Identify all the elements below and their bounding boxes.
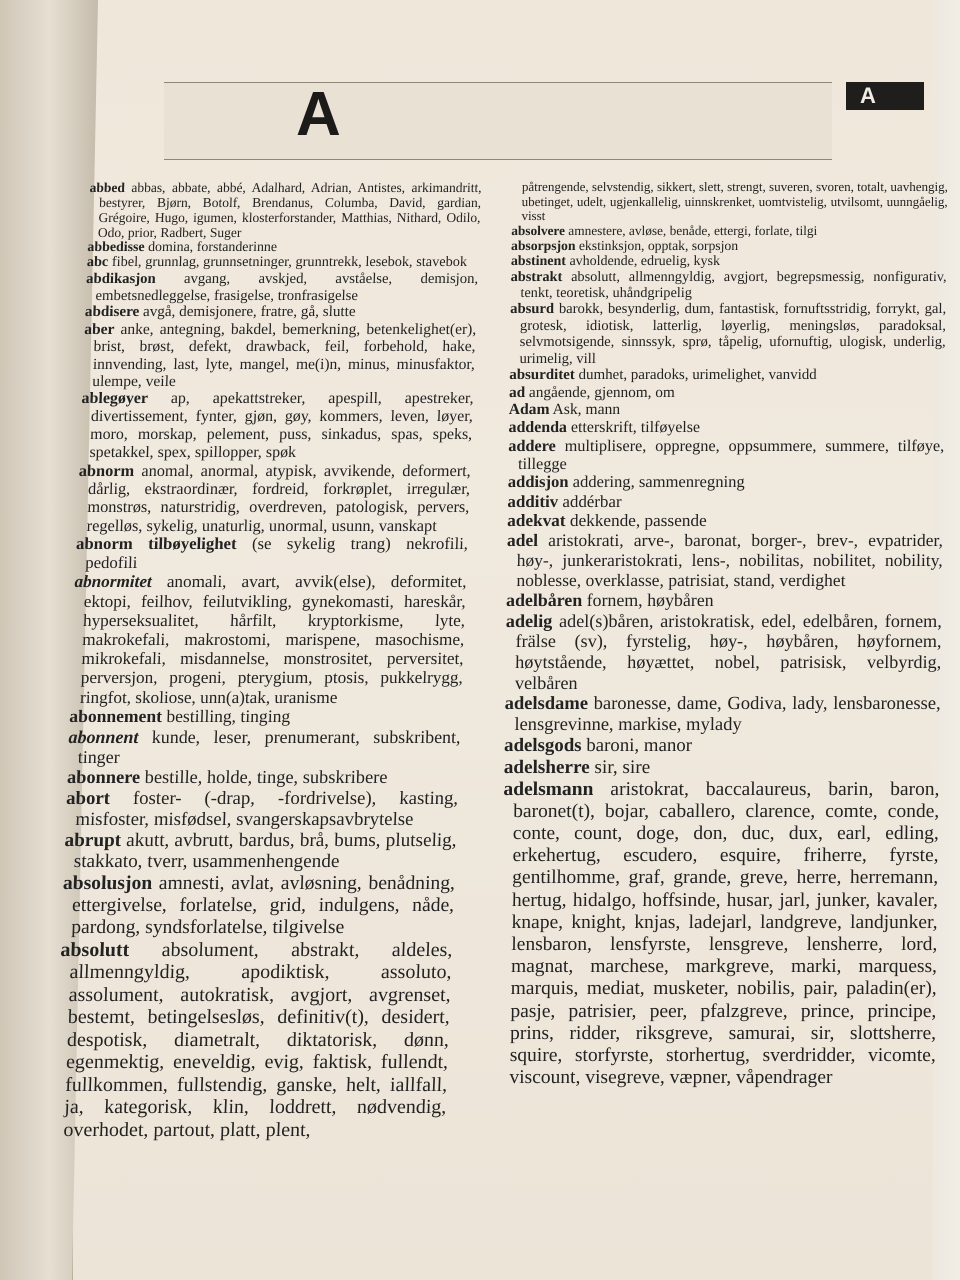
entry-headword: adel — [506, 529, 539, 550]
entry-definition: kunde, leser, prenumerant, subskribent, tinger — [77, 726, 462, 767]
entry-headword: absolvere — [511, 222, 566, 238]
left-column — [53, 180, 482, 1141]
dictionary-entry — [504, 757, 940, 779]
entry-definition: akutt, avbrutt, bardus, brå, bums, plutselig, stakkato, tverr, usammenhengende — [73, 829, 458, 873]
entry-headword: absolutt — [60, 938, 130, 961]
entry-definition: domina, forstanderinne — [147, 240, 278, 255]
entry-headword: adelbåren — [505, 590, 583, 611]
dictionary-entry — [509, 367, 945, 384]
dictionary-entry — [67, 727, 461, 767]
entry-definition: addérbar — [562, 492, 622, 512]
entry-definition: etterskrift, tilføyelse — [570, 418, 701, 436]
entry-headword: abnorm tilbøyelighet — [75, 533, 237, 553]
entry-definition: ap, apekattstreker, apespill, apestreker, divertissement, fynter, gjøn, gøy, kommers, leven, løyer, moro, morskap, pelement, puss, sinkadus, spas, speks, spetakkel, spex, spillopper, spøk — [89, 390, 474, 461]
entry-definition: angående, gjennom, om — [528, 383, 675, 401]
thumb-index-tab: A — [846, 82, 924, 110]
entry-headword: abstinent — [510, 253, 567, 269]
dictionary-entry — [509, 384, 945, 401]
dictionary-entry — [70, 572, 467, 707]
entry-definition: dumhet, paradoks, urimelighet, vanvidd — [578, 367, 817, 384]
dictionary-entry — [511, 254, 947, 270]
entry-headword: additiv — [507, 492, 559, 512]
entry-headword: adelsdame — [504, 693, 589, 715]
entry-headword: abnormitet — [74, 572, 153, 592]
entry-headword: aber — [83, 321, 115, 339]
entry-headword: abstrakt — [510, 269, 563, 286]
dictionary-entry — [507, 492, 943, 511]
entry-definition: Ask, mann — [552, 401, 621, 419]
entry-definition: adel(s)båren, aristokratisk, edel, edelbåren, fornem, frälse (sv), fyrstelig, høy-, høybåren, høyfornem, høytstående, høyættet, nobel, patrisisk, velbyrdig, velbåren — [514, 610, 942, 693]
entry-headword: abonnement — [69, 705, 163, 726]
entry-headword: adelsgods — [503, 735, 582, 757]
entry-headword: abdikasjon — [85, 271, 157, 288]
section-letter: A — [296, 80, 341, 149]
dictionary-entry — [508, 419, 944, 437]
entry-headword: abonnere — [66, 766, 141, 787]
dictionary-entry — [510, 269, 946, 301]
dictionary-entry — [61, 873, 456, 939]
entry-definition: baroni, manor — [586, 735, 693, 757]
entry-headword: Adam — [508, 401, 550, 419]
entry-definition: absolutt, allmenngyldig, avgjort, begrepsmessig, nonfigurativ, tenkt, teoretisk, uhåndgripelig — [520, 269, 947, 302]
entry-definition: (se sykelig trang) nekrofili, pedofili — [84, 533, 469, 572]
dictionary-entry — [67, 767, 460, 788]
entry-headword: adelsmann — [503, 778, 594, 800]
dictionary-entry — [65, 788, 459, 830]
dictionary-entry — [508, 473, 944, 492]
dictionary-entry — [511, 238, 947, 253]
entry-headword: abdisere — [84, 304, 140, 321]
entry-headword: absorpsjon — [510, 238, 576, 254]
entry-headword: abc — [86, 254, 109, 271]
entry-definition: fornem, høybåren — [586, 590, 714, 611]
dictionary-entry — [82, 321, 477, 390]
entry-headword: abonnent — [68, 726, 139, 747]
entry-definition: dekkende, passende — [569, 511, 707, 531]
entry-headword: addisjon — [507, 472, 569, 492]
entry-headword: ablegøyer — [81, 390, 149, 408]
entry-definition: fibel, grunnlag, grunnsetninger, grunntrekk, lesebok, stavebok — [111, 254, 468, 271]
entry-definition: avholdende, edruelig, kysk — [569, 253, 721, 269]
entry-definition: sir, sire — [594, 756, 651, 778]
entry-definition: barokk, besynderlig, dum, fantastisk, fornuftsstridig, forrykt, gal, grotesk, idiotisk, latterlig, løyerlig, meningsløs, paradoksal, selvmotsigende, sinnssyk, sprø, tåpelig, ufornuftig, ulogisk, underlig, urimelig, vill — [519, 301, 947, 367]
dictionary-entry — [504, 735, 940, 756]
entry-definition: multiplisere, oppregne, oppsummere, summere, tilføye, tillegge — [517, 436, 945, 474]
entry-definition: amnesti, avlat, avløsning, benådning, ettergivelse, forlatelse, grid, indulgens, nåde, pardong, syndsforlatelse, tilgivelse — [70, 872, 456, 938]
dictionary-entry — [63, 830, 457, 873]
entry-definition: abbas, abbate, abbé, Adalhard, Adrian, Antistes, arkimandritt, bestyrer, Bjørn, Botolf, Brendanus, Columba, David, gardian, Grégoire, Hugo, igumen, klosterforstander, Matthias, Nithard, Odilo, Odo, prior, Radbert, Suger — [97, 180, 482, 240]
dictionary-entry — [509, 401, 945, 419]
entry-definition: baronesse, dame, Godiva, lady, lensbaronesse, lensgrevinne, markise, mylady — [514, 693, 941, 736]
entry-headword: abbed — [89, 180, 126, 195]
dictionary-entry — [509, 301, 946, 367]
entry-headword: abrupt — [64, 829, 122, 851]
dictionary-entry — [504, 693, 941, 735]
entry-definition: bestille, holde, tinge, subskribere — [144, 766, 388, 787]
entry-definition: foster- (-drap, -fordrivelse), kasting, misfoster, misfødsel, svangerskapsavbrytelse — [75, 787, 459, 830]
right-column — [499, 180, 948, 1089]
dictionary-entry — [69, 707, 462, 727]
entry-definition: anomal, anormal, atypisk, avvikende, deformert, dårlig, ekstraordinær, fordreid, forkrøplet, irregulær, monstrøs, naturstridig, overdreven, patologisk, pervers, regelløs, sykelig, unaturlig, unormal, usunn, vanskapt — [86, 460, 472, 535]
entry-definition: bestilling, tinging — [166, 705, 291, 726]
entry-headword: abbedisse — [87, 240, 145, 255]
entry-definition: avgå, demisjonere, fratre, gå, slutte — [142, 304, 356, 321]
dictionary-entry — [88, 180, 482, 240]
entry-definition: avgang, avskjed, avståelse, demisjon, embetsnedleggelse, frasigelse, tronfrasigelse — [95, 271, 479, 304]
entry-headword: adekvat — [507, 511, 566, 531]
entry-headword: adelig — [505, 610, 553, 631]
dictionary-entry — [87, 240, 480, 255]
entry-headword: absurd — [510, 301, 555, 318]
entry-definition: påtrengende, selvstendig, sikkert, slett, strengt, suveren, svoren, totalt, uavhengig, ubetinget, udelt, ugjenkallelig, uinnskrenket, uomtvistelig, utvilsomt, uunngåelig, visst — [521, 179, 949, 223]
dictionary-entry — [79, 390, 474, 461]
dictionary-entry — [86, 255, 479, 271]
entry-definition: aristokrati, arve-, baronat, borger-, brev-, evpatrider, høy-, junkeraristokrati, lens-, nobilitas, nobilitet, nobility, noblesse, overklasse, patrisiat, stand, verdighet — [516, 529, 944, 590]
section-header-box — [164, 82, 832, 160]
entry-headword: adelsherre — [503, 756, 590, 778]
entry-headword: ad — [508, 383, 526, 401]
dictionary-entry — [511, 180, 948, 224]
dictionary-entry — [75, 535, 468, 573]
entry-headword: absolusjon — [62, 872, 153, 894]
dictionary-entry — [499, 779, 939, 1090]
dictionary-entry — [506, 531, 943, 591]
entry-definition: anke, antegning, bakdel, bemerkning, betenkelighet(er), brist, brøst, defekt, drawback, feil, forbehold, hake, innvending, last, lyte, mangel, me(i)n, minus, minusfaktor, ulempe, veile — [91, 321, 477, 391]
entry-definition: anomali, avart, avvik(else), deformitet, ektopi, feilhov, feilutvikling, gynekomasti, hareskår, hyperseksualitet, hårfilt, kryptorkisme, lyte, makrokefali, makrostomi, marispene, masochisme, mikrokefali, misdannelse, monstrositet, perversitet, perversjon, progeni, pterygium, ptosis, pukkelrygg, ringfot, skoliose, unn(a)tak, uranisme — [79, 572, 467, 707]
dictionary-entry — [507, 511, 943, 531]
entry-definition: aristokrat, baccalaureus, barin, baron, baronet(t), bojar, caballero, clarence, comte, conde, conte, count, doge, don, duc, dux, earl, edling, erkehertug, escudero, esquire, friherre, fyrste, gentilhomme, graf, grande, greve, herre, herremann, hertug, hidalgo, hoffsinde, husar, jarl, junker, kavaler, knape, knight, knjas, ladejarl, landgreve, landjunker, lensbaron, lensfyrste, lensgreve, lensherre, lord, magnat, marchese, markgreve, marki, marquess, marquis, mediat, musketer, nobilis, pair, paladin(er), pasje, patrisier, peer, pfalzgreve, prince, principe, prins, ridder, riksgreve, samurai, sir, slottsherre, squire, storfyrste, storhertug, sverdridder, vicomte, viscount, visegreve, væpner, våpendrager — [509, 778, 940, 1089]
entry-definition: addering, sammenregning — [572, 472, 745, 492]
dictionary-entry — [85, 271, 478, 304]
dictionary-entry — [511, 224, 947, 239]
dictionary-entry — [508, 437, 945, 474]
entry-headword: addenda — [508, 418, 568, 436]
dictionary-entry — [53, 939, 453, 1142]
entry-headword: addere — [508, 436, 556, 455]
entry-definition: absolument, abstrakt, aldeles, allmenngyldig, apodiktisk, assoluto, assolument, autokratisk, avgjort, avgrenset, bestemt, betingelsesløs, definitiv(t), desidert, despotisk, diametralt, diktatorisk, dønn, egenmektig, eneveldig, evig, faktisk, fullendt, fullkommen, fullstendig, ganske, helt, iallfall, ja, kategorisk, klin, loddrett, nødvendig, overhodet, partout, platt, plent, — [63, 938, 453, 1141]
dictionary-entry — [76, 462, 471, 535]
dictionary-entry — [85, 304, 478, 321]
dictionary-entry — [506, 590, 942, 610]
entry-definition: amnestere, avløse, benåde, ettergi, forlate, tilgi — [568, 222, 818, 238]
entry-definition: ekstinksjon, opptak, sorpsjon — [578, 238, 739, 254]
entry-headword: abnorm — [78, 460, 135, 480]
entry-headword: abort — [65, 787, 111, 809]
dictionary-entry — [505, 611, 942, 694]
entry-headword: absurditet — [509, 367, 575, 384]
